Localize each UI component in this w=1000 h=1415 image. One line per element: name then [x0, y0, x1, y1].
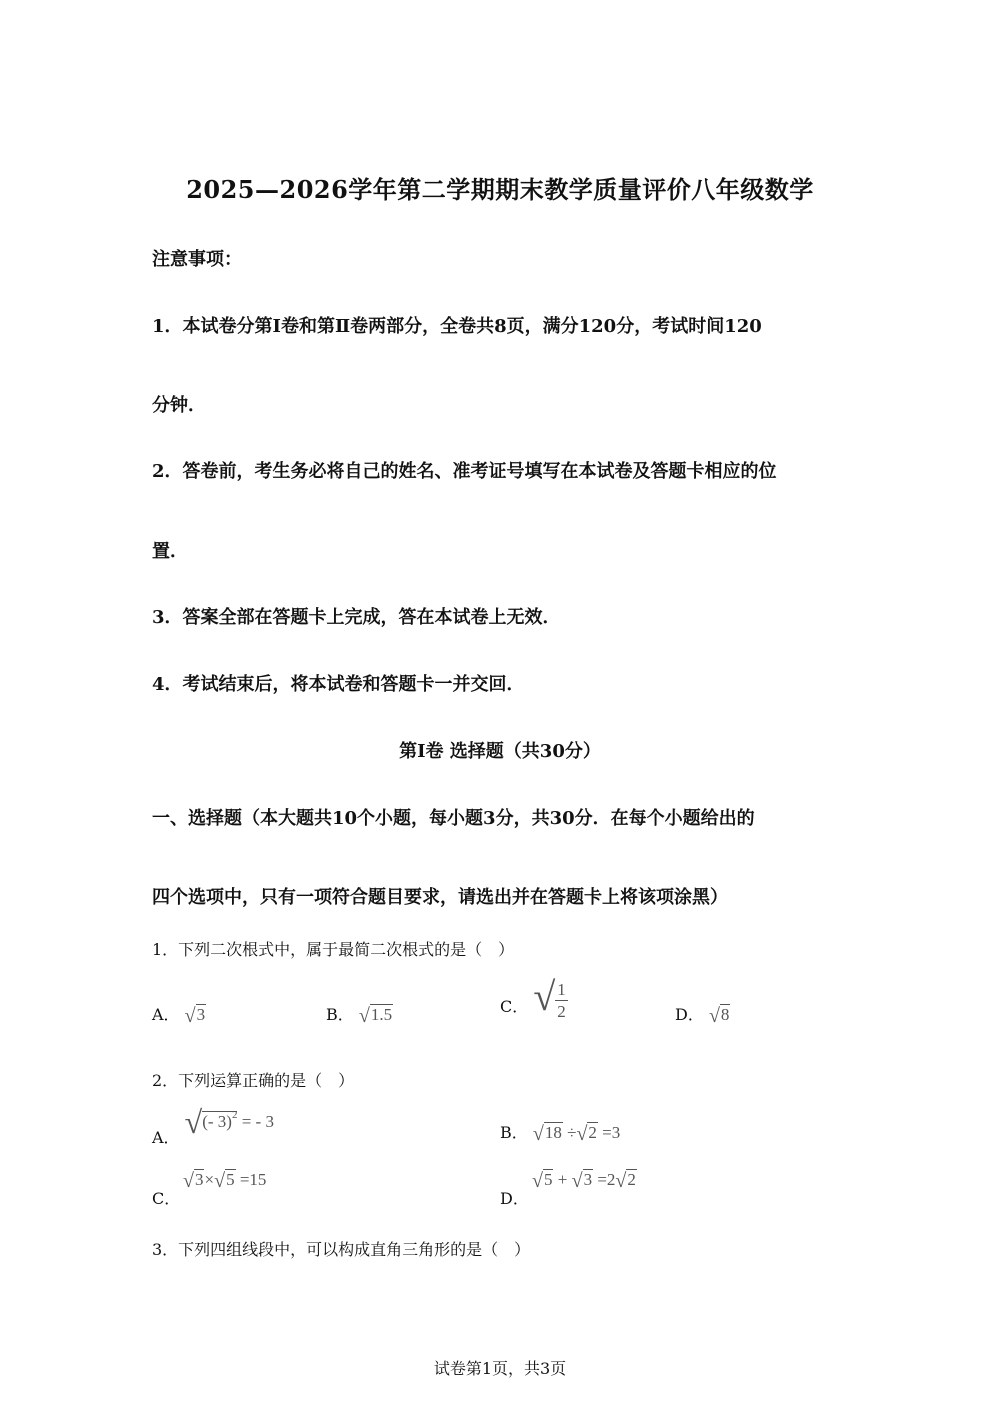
notice-heading: 注意事项： [152, 249, 242, 270]
q2-option-d-expression: √5 + √3 =2√2 [532, 1170, 636, 1192]
question-3-stem: 3．下列四组线段中，可以构成直角三角形的是（ ） [152, 1240, 531, 1259]
question-1-stem: 1．下列二次根式中，属于最简二次根式的是（ ） [152, 940, 515, 959]
option-label: B． [326, 1005, 354, 1024]
notice-item-1-cont: 分钟． [152, 395, 206, 416]
section-heading: 一、选择题（本大题共10个小题，每小题3分，共30分．在每个小题给出的 [152, 808, 755, 829]
page-title: 2025—2026学年第二学期期末教学质量评价八年级数学 [186, 175, 814, 204]
notice-item-2-cont: 置． [152, 541, 188, 562]
notice-item-1: 1．本试卷分第Ⅰ卷和第Ⅱ卷两部分，全卷共8页，满分120分，考试时间120 [152, 316, 762, 337]
option-label: B． [500, 1123, 528, 1142]
sqrt-expression: √3 [184, 1005, 206, 1027]
q1-option-c[interactable] [500, 973, 568, 1020]
q2-option-a[interactable] [152, 1104, 274, 1148]
sqrt-fraction-expression: √ $\frac{1}{2}$ [533, 974, 566, 1021]
q1-option-d[interactable] [675, 1002, 730, 1028]
section-title: 第Ⅰ卷 选择题（共30分） [399, 741, 601, 762]
notice-item-2: 2．答卷前，考生务必将自己的姓名、准考证号填写在本试卷及答题卡相应的位 [152, 461, 777, 482]
option-label: A． [152, 1128, 180, 1147]
sqrt-expression: √8 [708, 1005, 730, 1027]
q2-option-b[interactable] [500, 1120, 620, 1146]
option-label: D． [675, 1005, 704, 1024]
question-2-stem: 2．下列运算正确的是（ ） [152, 1071, 355, 1090]
q1-option-a[interactable] [152, 1002, 206, 1028]
option-label: C． [500, 997, 529, 1016]
notice-item-3: 3．答案全部在答题卡上完成，答在本试卷上无效． [152, 607, 561, 628]
q1-option-b[interactable] [326, 1002, 393, 1028]
q2-option-d-label[interactable]: D． [500, 1189, 529, 1208]
section-heading-cont: 四个选项中，只有一项符合题目要求，请选出并在答题卡上将该项涂黑） [152, 887, 728, 908]
q2-option-c-expression: √3×√5 =15 [183, 1170, 267, 1192]
sqrt-expression: √(- 3)$^2$ = - 3 [184, 1104, 274, 1140]
sqrt-expression: √18 ÷√2 =3 [532, 1123, 621, 1145]
sqrt-expression: √1.5 [358, 1005, 393, 1027]
page-footer: 试卷第1页，共3页 [433, 1359, 567, 1378]
option-label: A． [152, 1005, 180, 1024]
q2-option-c-label[interactable]: C． [152, 1189, 181, 1208]
notice-item-4: 4．考试结束后，将本试卷和答题卡一并交回． [152, 674, 525, 695]
